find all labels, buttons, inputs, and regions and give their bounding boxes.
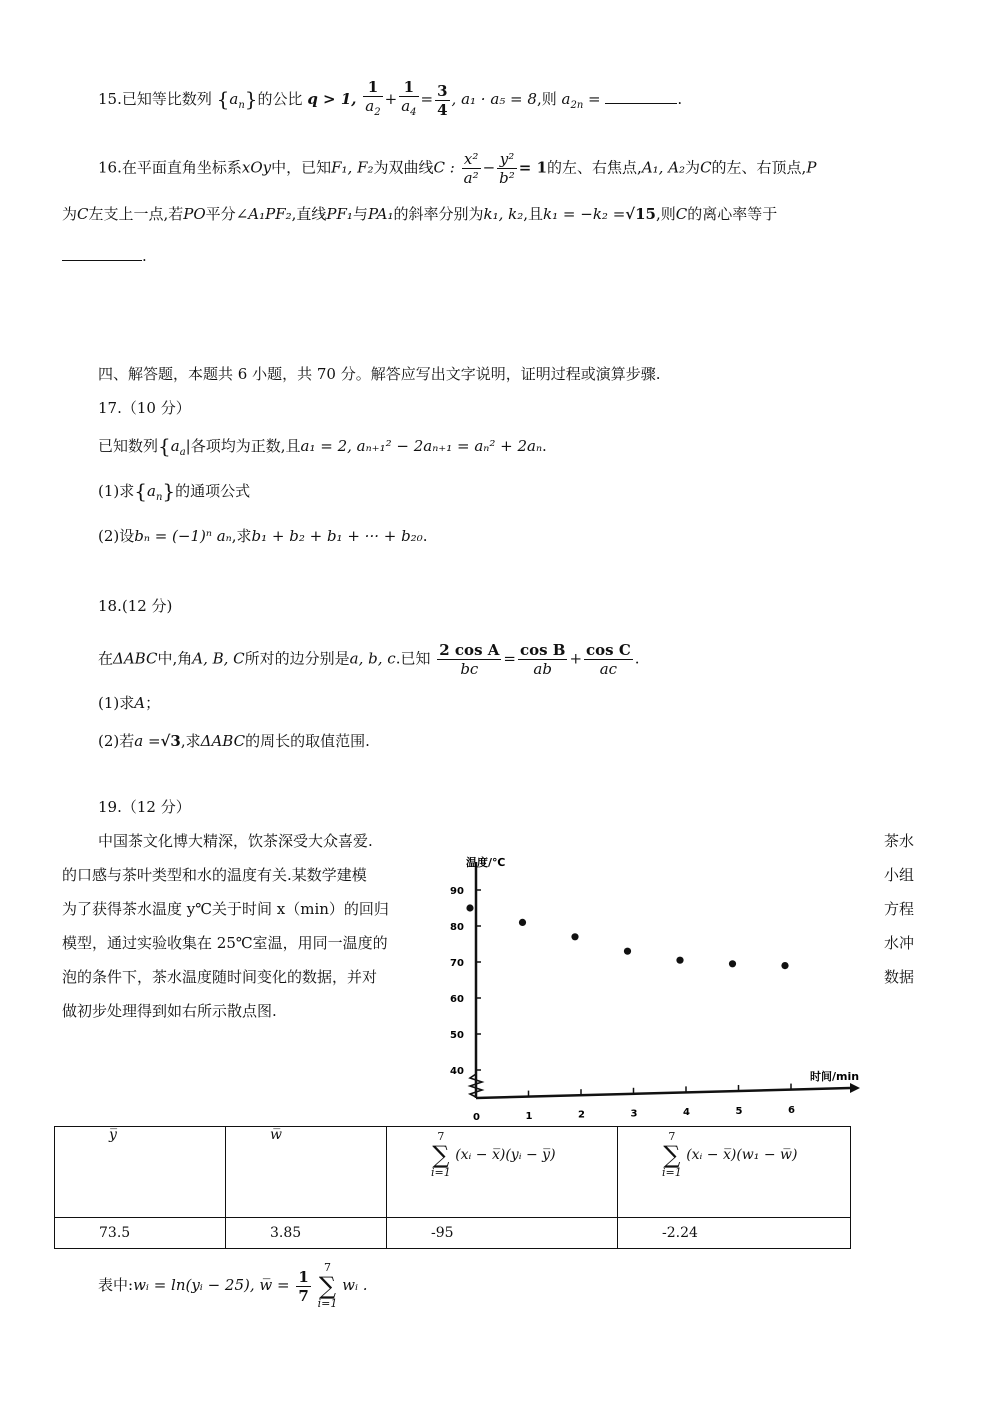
q16-math: PO xyxy=(183,205,206,223)
q15-text: 已知等比数列 xyxy=(121,90,212,108)
q16-math: = 1 xyxy=(518,158,548,177)
q16-math: PA₁ xyxy=(367,205,394,223)
table-cell: 73.5 xyxy=(55,1218,226,1249)
note-expr: wᵢ . xyxy=(342,1276,368,1294)
q16-math: PF₁ xyxy=(326,205,353,223)
q18-text: 所对的边分别是 xyxy=(244,649,350,668)
q17-expr: a₁ = 2, aₙ₊₁² − 2aₙ₊₁ = aₙ² + 2aₙ xyxy=(300,437,543,455)
plus: + xyxy=(384,90,398,108)
y-tick-label: 50 xyxy=(450,1030,464,1041)
answer-blank[interactable] xyxy=(62,246,142,261)
q18-text: (1)求 xyxy=(98,694,135,712)
equals: = xyxy=(503,649,516,668)
q17-part1: (1)求$\{a_n\}$的通项公式 xyxy=(98,479,251,503)
q18-part1 xyxy=(98,693,160,713)
q16-answer-line: . xyxy=(62,246,147,266)
q16-math: √15 xyxy=(625,205,656,223)
table-cell: 3.85 xyxy=(226,1218,387,1249)
q16-text: 为 xyxy=(685,158,701,177)
minus: − xyxy=(482,158,496,177)
x-axis xyxy=(476,1088,850,1098)
data-point xyxy=(571,933,578,940)
q19-left-line: 中国茶文化博大精深，饮茶深受大众喜爱. xyxy=(98,832,373,850)
q16-math: C : xyxy=(433,158,455,177)
q16-text: 为 xyxy=(62,205,78,223)
q15-text: 的公比 xyxy=(257,90,303,108)
q17-part2: (2)设bₙ = (−1)ⁿ aₙ,求b₁ + b₂ + b₁ + ··· + b₂₀. xyxy=(98,527,428,545)
q17-text: 已知数列 xyxy=(98,437,159,455)
x-tick-label: 4 xyxy=(683,1107,690,1119)
q16-math: A₁, A₂ xyxy=(641,158,686,177)
q16-math: xOy xyxy=(241,158,272,177)
table-header-cell: y̅ xyxy=(55,1127,226,1218)
q18-math: A, B, C xyxy=(192,649,245,668)
q18-math: a = xyxy=(134,732,161,750)
q16-math: k₁ = −k₂ = xyxy=(543,205,626,223)
q16-math: C xyxy=(77,205,89,223)
fraction: $\frac{\text{cos C}}{ac}$ xyxy=(586,641,631,678)
x-axis-arrow xyxy=(850,1083,860,1093)
data-point xyxy=(729,960,736,967)
q19-header: 19.（12 分） xyxy=(98,798,191,816)
x-axis-label: 时间/min xyxy=(810,1070,860,1083)
q16-line2 xyxy=(62,204,777,224)
q16-text: 的左、右顶点, xyxy=(711,158,807,177)
q17-expr: b₁ + b₂ + b₁ + ··· + b₂₀ xyxy=(251,527,423,545)
q16-text: ,且 xyxy=(523,205,544,223)
q18-text: .已知 xyxy=(395,649,431,668)
section-heading: 四、解答题，本题共 6 小题，共 70 分。解答应写出文字说明，证明过程或演算步骤. xyxy=(98,365,661,383)
left-brace: { xyxy=(158,434,171,458)
q15-line: 15.已知等比数列 $\{a_n\}$的公比 q > 1, $\frac{1}{a_2}$ + $\frac{1}{a_4}$ = $\frac{3}{4}$ , a₁ · a₅ = 8,则 $a_{2n}$ = . xyxy=(98,78,682,122)
x-tick-label: 3 xyxy=(630,1108,638,1120)
q17-text: 各项均为正数,且 xyxy=(190,437,301,455)
x-tick-label: 2 xyxy=(578,1109,585,1121)
sigma: 7 ∑ i=1 xyxy=(662,1130,682,1179)
q16-text: 的离心率等于 xyxy=(687,205,778,223)
q18-math: a, b, c xyxy=(349,649,396,668)
note-text: 表中: xyxy=(98,1276,134,1294)
q19-right-word: 数据 xyxy=(884,968,915,986)
sigma: 7 ∑ i=1 xyxy=(317,1261,338,1310)
fraction: $\frac{3}{4}$ xyxy=(437,81,448,119)
q16-text: ,直线 xyxy=(291,205,327,223)
q19-right-word: 茶水 xyxy=(884,832,915,850)
fraction: $\frac{1}{7}$ xyxy=(298,1267,309,1305)
q15-cond: q > 1, xyxy=(307,90,357,108)
y-tick-label: 40 xyxy=(450,1066,464,1077)
q16-math: C xyxy=(700,158,712,177)
q17-text: (1)求 xyxy=(98,482,135,500)
q16-math: ∠A₁PF₂ xyxy=(235,205,292,223)
fraction: $\frac{1}{a_2}$ xyxy=(365,78,381,118)
q16-text: ,则 xyxy=(656,205,676,223)
q18-text: 在 xyxy=(98,649,114,668)
q18-math: ΔABC xyxy=(200,732,246,750)
table-header-cell: 7 ∑ i=1 (xᵢ − x̅)(w₁ − w̅) xyxy=(618,1127,851,1218)
q15-number: 15. xyxy=(98,90,122,108)
q16-number: 16. xyxy=(98,158,122,177)
scatter-chart xyxy=(440,850,870,1130)
q16-text: 平分 xyxy=(205,205,236,223)
answer-blank[interactable] xyxy=(605,89,677,104)
note-expr: wᵢ = ln(yᵢ − 25), w̅ = xyxy=(133,1276,290,1294)
q19-left-line: 的口感与茶叶类型和水的温度有关.某数学建模 xyxy=(62,866,367,884)
left-brace: { xyxy=(216,87,230,111)
q16-line1 xyxy=(98,150,816,187)
q15-seq: a xyxy=(229,90,239,108)
data-point xyxy=(781,962,788,969)
fraction: $\frac{\text{cos B}}{ab}$ xyxy=(519,641,566,678)
data-point xyxy=(624,948,631,955)
vertical-bar: | xyxy=(185,437,191,455)
right-brace: } xyxy=(162,479,176,503)
stats-table xyxy=(54,1126,851,1249)
q16-math: C xyxy=(675,205,688,223)
q17-stem: 已知数列{$a_a|$各项均为正数,且a₁ = 2, aₙ₊₁² − 2aₙ₊₁ = aₙ² + 2aₙ. xyxy=(98,434,547,458)
q18-math: √3 xyxy=(160,732,181,750)
q18-math: A xyxy=(134,694,146,712)
q16-text: 与 xyxy=(352,205,368,223)
q18-text: 中,角 xyxy=(157,649,193,668)
q17-text: 的通项公式 xyxy=(175,482,251,500)
q16-math: F₁, F₂ xyxy=(331,158,374,177)
equals: = xyxy=(420,90,434,108)
data-point xyxy=(466,904,473,911)
table-cell: -95 xyxy=(387,1218,618,1249)
q17-expr: bₙ = (−1)ⁿ aₙ xyxy=(134,527,232,545)
x-tick-label: 0 xyxy=(473,1112,480,1123)
q16-text: 的斜率分别为 xyxy=(393,205,484,223)
x-tick-label: 1 xyxy=(525,1110,533,1122)
q17-header: 17.（10 分） xyxy=(98,399,191,417)
q18-text: (2)若 xyxy=(98,732,135,750)
q16-math: k₁, k₂ xyxy=(483,205,524,223)
q19-left-line: 做初步处理得到如右所示散点图. xyxy=(62,1002,277,1020)
table-header-row xyxy=(55,1127,851,1218)
fraction: $\frac{\text{2 cos A}}{bc}$ xyxy=(439,641,500,678)
table-row xyxy=(55,1218,851,1249)
q19-right-word: 方程 xyxy=(884,900,915,918)
x-tick-label: 6 xyxy=(788,1104,795,1116)
fraction: $\frac{\text{x²}}{\text{a²}}$ xyxy=(463,150,479,187)
q19-left-line: 模型，通过实验收集在 25℃室温，用同一温度的 xyxy=(62,934,388,952)
q17-text: (2)设 xyxy=(98,527,135,545)
fraction: $\frac{\text{y²}}{\text{b²}}$ xyxy=(499,150,515,187)
y-tick-label: 70 xyxy=(450,958,464,969)
y-axis-label: 温度/℃ xyxy=(466,856,506,869)
q18-text: ,求 xyxy=(180,732,201,750)
y-tick-label: 90 xyxy=(450,886,464,897)
q15-target: a xyxy=(561,90,571,108)
left-brace: { xyxy=(134,479,147,503)
data-point xyxy=(676,957,683,964)
y-tick-label: 80 xyxy=(450,922,464,933)
q16-math: P xyxy=(806,158,817,177)
q15-text: ,则 xyxy=(536,90,557,108)
sigma: 7 ∑ i=1 xyxy=(431,1130,451,1179)
table-header-cell: w̅ xyxy=(226,1127,387,1218)
q16-text: 为双曲线 xyxy=(373,158,434,177)
q16-text: 在平面直角坐标系 xyxy=(121,158,242,177)
q18-text: 的周长的取值范围. xyxy=(245,732,370,750)
q19-right-word: 小组 xyxy=(884,866,915,884)
q18-stem: 在ΔABC中,角A, B, C所对的边分别是a, b, c.已知 $\frac{\text{2 cos A}}{bc}$ = $\frac{\text{cos B}}{ab}$ + $\frac{\text{cos C}}{ac}$ . xyxy=(98,641,640,678)
q19-left-line: 泡的条件下，茶水温度随时间变化的数据，并对 xyxy=(62,968,378,986)
table-header-cell: 7 ∑ i=1 (xᵢ − x̅)(yᵢ − y̅) xyxy=(387,1127,618,1218)
table-cell: -2.24 xyxy=(618,1218,851,1249)
q18-math: ΔABC xyxy=(113,649,158,668)
q19-left-line: 为了获得茶水温度 y℃关于时间 x（min）的回归 xyxy=(62,900,389,918)
q16-text: 中，已知 xyxy=(271,158,332,177)
data-point xyxy=(519,919,526,926)
fraction: $\frac{1}{a_4}$ xyxy=(401,78,417,118)
q17-text: ,求 xyxy=(231,527,252,545)
equals: = xyxy=(588,90,601,108)
q15-cond2: , a₁ · a₅ = 8 xyxy=(451,90,537,108)
table-note xyxy=(98,1262,368,1310)
right-brace: } xyxy=(244,87,258,111)
plus: + xyxy=(569,649,583,668)
q18-text: ； xyxy=(145,694,161,712)
q16-text: 左支上一点,若 xyxy=(88,205,184,223)
y-tick-label: 60 xyxy=(450,994,464,1005)
x-tick-label: 5 xyxy=(735,1106,743,1117)
q16-text: 的左、右焦点, xyxy=(547,158,642,177)
q19-right-word: 水冲 xyxy=(884,934,915,952)
q18-header: 18.(12 分) xyxy=(98,597,173,615)
q18-part2 xyxy=(98,731,370,751)
